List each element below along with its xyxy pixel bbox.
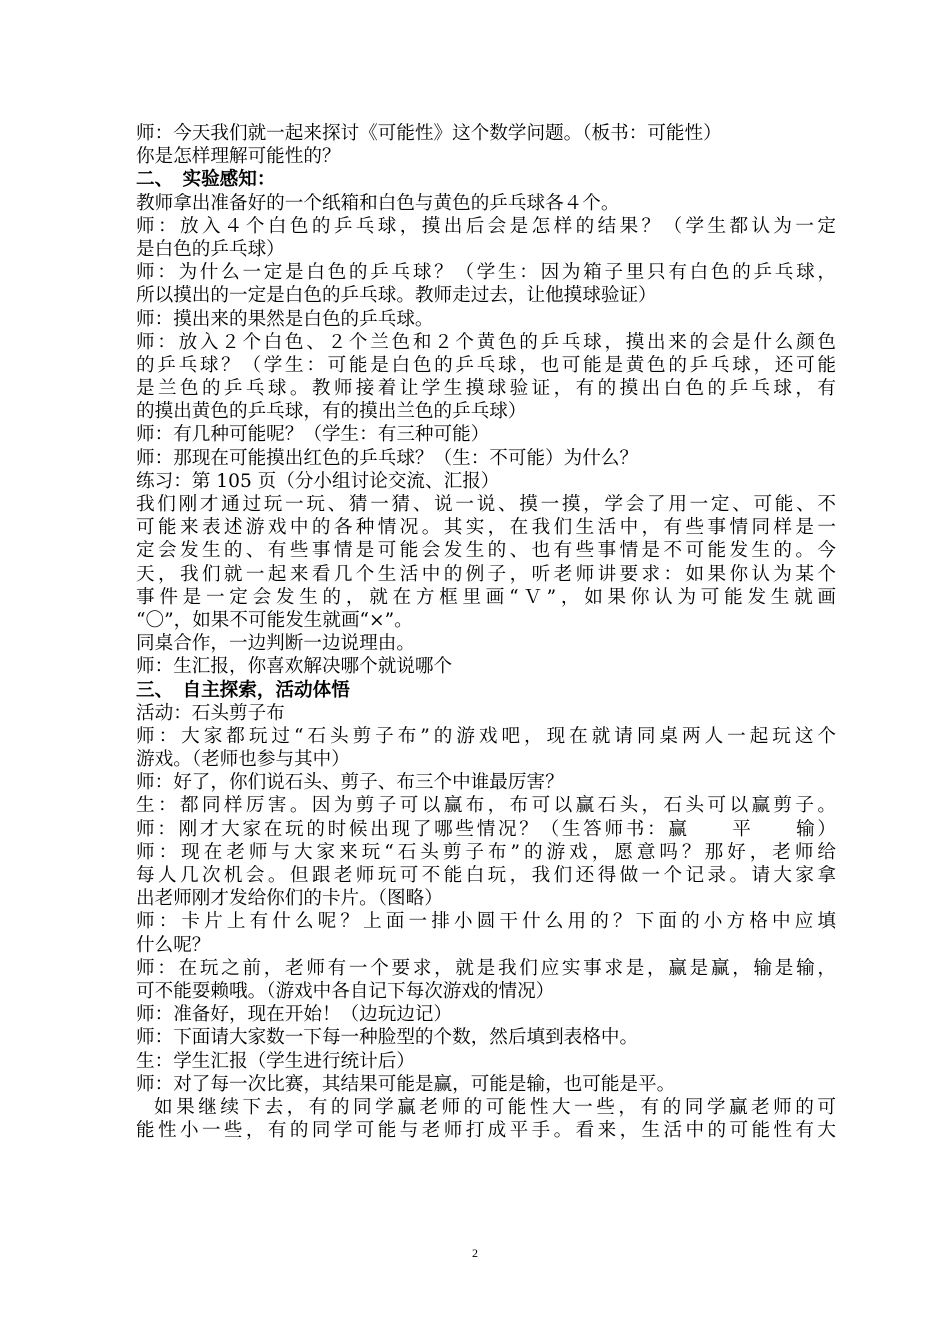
text-line: 师：好了，你们说石头、剪子、布三个中谁最厉害？ <box>136 772 564 794</box>
text-line: 事件是一定会发生的，就在方框里画“Ｖ”，如果你认为可能发生就画 <box>136 586 836 608</box>
text-line: 师：有几种可能呢？（学生：有三种可能） <box>136 424 490 446</box>
text-line: 师：为什么一定是白色的乒乓球？（学生：因为箱子里只有白色的乒乓球， <box>136 262 836 284</box>
text-line: 师：刚才大家在玩的时候出现了哪些情况？（生答师书：赢 平 输） <box>136 818 836 840</box>
text-line: 师：在玩之前，老师有一个要求，就是我们应实事求是，赢是赢，输是输， <box>136 957 836 979</box>
text-line: 师：今天我们就一起来探讨《可能性》这个数学问题。（板书：可能性） <box>136 123 722 144</box>
text-line: “〇”，如果不可能发生就画“×”。 <box>136 609 413 631</box>
text-line: 师：生汇报，你喜欢解决哪个就说哪个 <box>136 656 453 678</box>
text-line: 活动：石头剪子布 <box>136 702 285 724</box>
text-line: 能性小一些，有的同学可能与老师打成平手。看来，生活中的可能性有大 <box>136 1120 836 1142</box>
text-line: 我们刚才通过玩一玩、猜一猜、说一说、摸一摸，学会了用一定、可能、不 <box>136 494 836 515</box>
text-line: 是白色的乒乓球） <box>136 238 285 260</box>
text-line: 练习：第 105 页（分小组讨论交流、汇报） <box>136 470 500 492</box>
text-line: 师：放入２个白色、２个兰色和２个黄色的乒乓球，摸出来的会是什么颜色 <box>136 331 836 353</box>
text-line: 师：现在老师与大家来玩“石头剪子布”的游戏，愿意吗？那好，老师给 <box>136 841 836 863</box>
text-line: 同桌合作，一边判断一边说理由。 <box>136 633 415 655</box>
text-line: 是兰色的乒乓球。教师接着让学生摸球验证，有的摸出白色的乒乓球，有 <box>136 378 836 400</box>
text-line: 天，我们就一起来看几个生活中的例子，听老师讲要求：如果你认为某个 <box>136 563 836 585</box>
text-line: 师：卡片上有什么呢？上面一排小圆干什么用的？下面的小方格中应填 <box>136 911 836 933</box>
text-line: 所以摸出的一定是白色的乒乓球。教师走过去，让他摸球验证） <box>136 285 657 307</box>
text-line: 师：下面请大家数一下每一种脸型的个数，然后填到表格中。 <box>136 1027 639 1049</box>
text-line: 什么呢？ <box>136 934 211 956</box>
text-line: 生：学生汇报（学生进行统计后） <box>136 1050 415 1072</box>
text-line: 生：都同样厉害。因为剪子可以赢布，布可以赢石头，石头可以赢剪子。 <box>136 795 836 817</box>
text-line: 师：大家都玩过“石头剪子布”的游戏吧，现在就请同桌两人一起玩这个 <box>136 725 836 747</box>
text-line: 教师拿出准备好的一个纸箱和白色与黄色的乒乓球各４个。 <box>136 192 620 214</box>
text-line: 的摸出黄色的乒乓球，有的摸出兰色的乒乓球） <box>136 401 527 423</box>
text-line: 如果继续下去，有的同学赢老师的可能性大一些，有的同学赢老师的可 <box>154 1096 836 1118</box>
text-line: 师：准备好，现在开始！（边玩边记） <box>136 1004 453 1026</box>
text-line: 的乒乓球？（学生：可能是白色的乒乓球，也可能是黄色的乒乓球，还可能 <box>136 354 836 376</box>
section-heading: 三、 自主探索，活动体悟 <box>136 679 350 701</box>
text-line: 游戏。（老师也参与其中） <box>136 749 350 771</box>
text-line: 师：对了每一次比赛，其结果可能是赢，可能是输，也可能是平。 <box>136 1073 676 1095</box>
section-heading: 二、 实验感知： <box>136 169 276 191</box>
text-line: 出老师刚才发给你们的卡片。（图略） <box>136 888 443 910</box>
document-body <box>136 122 836 1142</box>
text-line: 每人几次机会。但跟老师玩可不能白玩，我们还得做一个记录。请大家拿 <box>136 865 836 886</box>
text-line: 师：摸出来的果然是白色的乒乓球。 <box>136 308 434 330</box>
text-line: 师：那现在可能摸出红色的乒乓球？（生：不可能）为什么？ <box>136 447 639 469</box>
text-line: 师：放入４个白色的乒乓球，摸出后会是怎样的结果？（学生都认为一定 <box>136 215 836 237</box>
text-line: 你是怎样理解可能性的？ <box>136 146 341 168</box>
page-number: 2 <box>472 1246 478 1260</box>
text-line: 定会发生的、有些事情是可能会发生的、也有些事情是不可能发生的。今 <box>136 540 836 562</box>
text-line: 可能来表述游戏中的各种情况。其实，在我们生活中，有些事情同样是一 <box>136 517 836 539</box>
text-line: 可不能耍赖哦。（游戏中各自记下每次游戏的情况） <box>136 980 555 1002</box>
